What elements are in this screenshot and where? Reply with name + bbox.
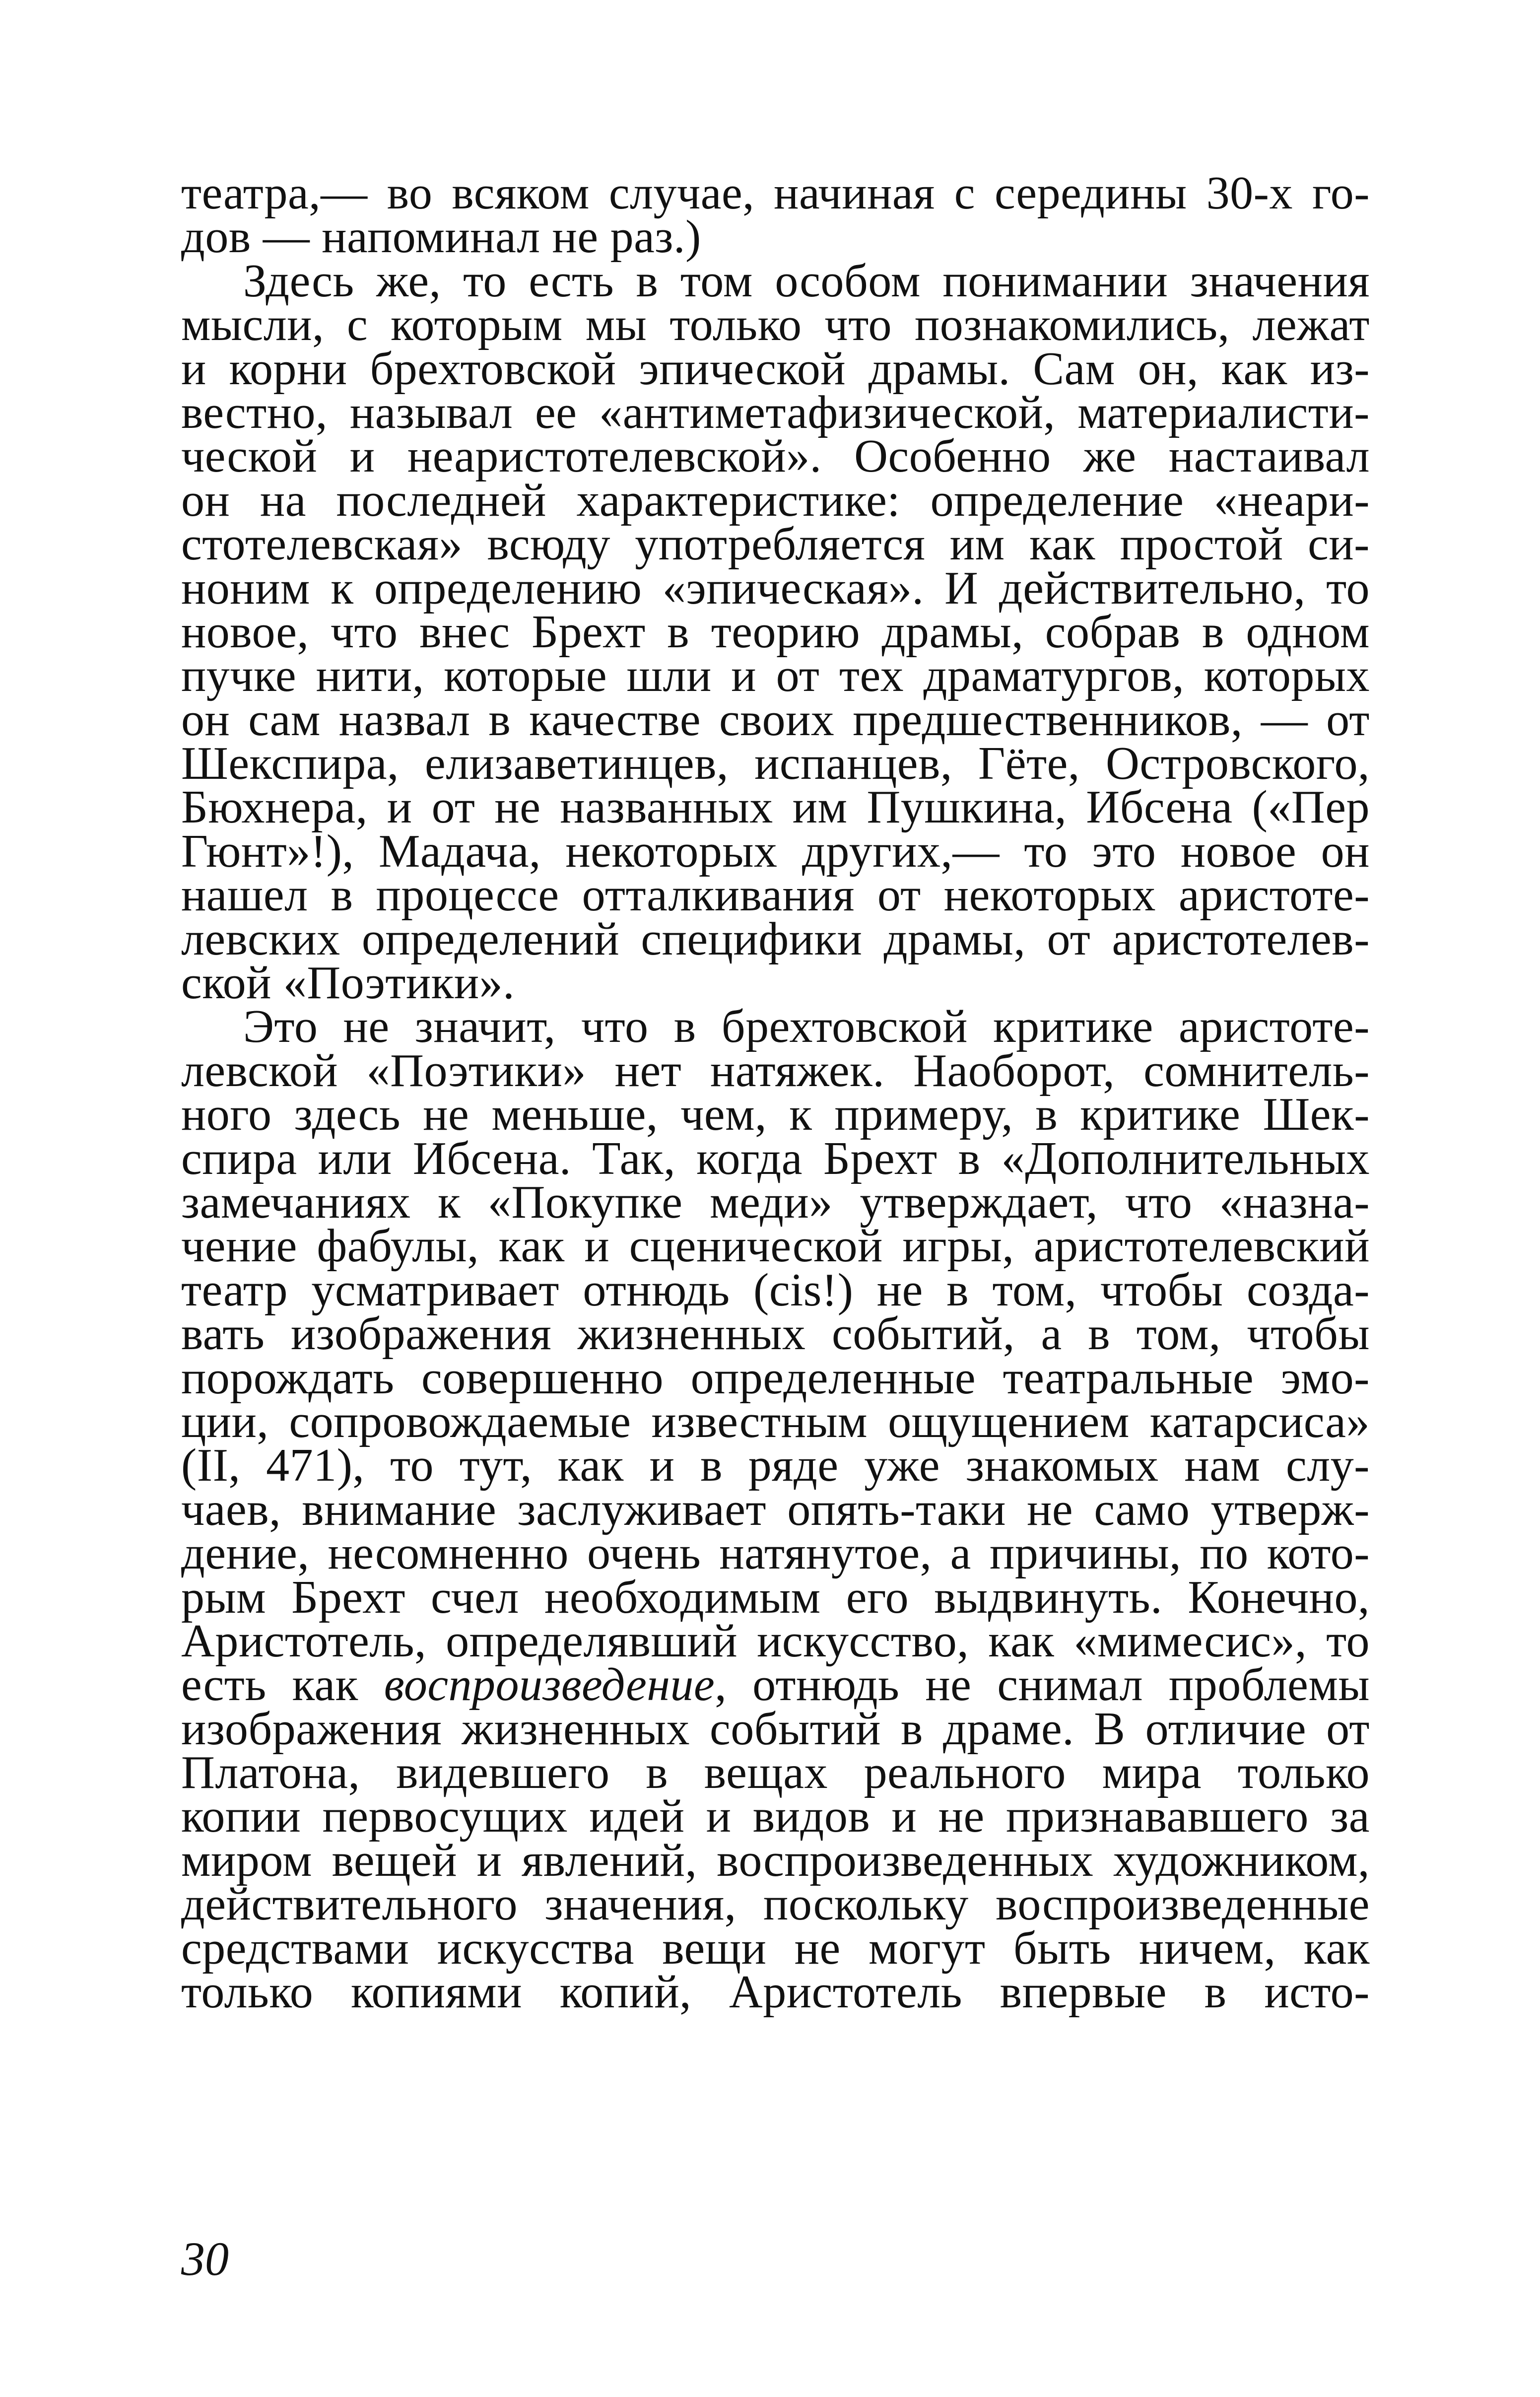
text-line: вестно, называл ее «антиметафизической, материалисти- (181, 386, 1370, 438)
text-line: Гюнт»!), Мадача, некоторых других,— то это новое он (181, 825, 1370, 877)
text-line: копии первосущих идей и видов и не признававшего за (181, 1790, 1370, 1843)
text-line: (II, 471), то тут, как и в ряде уже знакомых нам слу- (181, 1439, 1370, 1492)
text-line: он на последней характеристике: определение «неари- (181, 474, 1370, 526)
text-line: мысли, с которым мы только что познакомились, лежат (181, 299, 1370, 351)
text-line: и корни брехтовской эпической драмы. Сам он, как из- (181, 342, 1370, 395)
text-line: средствами искусства вещи не могут быть ничем, как (181, 1922, 1370, 1974)
text-line: нашел в процессе отталкивания от некоторых аристоте- (181, 869, 1370, 921)
text-line: театра,— во всяком случае, начиная с середины 30-х го- (181, 167, 1370, 219)
text-line: миром вещей и явлений, воспроизведенных художником, (181, 1834, 1370, 1886)
text-line: вать изображения жизненных событий, а в том, чтобы (181, 1308, 1370, 1360)
text-line: пучке нити, которые шли и от тех драматургов, которых (181, 650, 1370, 702)
body-text (181, 167, 1370, 2018)
text-line: спира или Ибсена. Так, когда Брехт в «Дополнительных (181, 1132, 1370, 1184)
text-line: есть как воспроизведение, отнюдь не снимал проблемы (181, 1659, 1370, 1711)
text-line: ции, сопровождаемые известным ощущением катарсиса» (181, 1395, 1370, 1447)
text-line: новое, что внес Брехт в теорию драмы, собрав в одном (181, 606, 1370, 658)
text-line: ного здесь не меньше, чем, к примеру, в критике Шек- (181, 1089, 1370, 1141)
text-line: рым Брехт счел необходимым его выдвинуть. Конечно, (181, 1571, 1370, 1623)
text-line: замечаниях к «Покупке меди» утверждает, что «назна- (181, 1176, 1370, 1228)
text-line: Платона, видевшего в вещах реального мира только (181, 1747, 1370, 1799)
text-line: Аристотель, определявший искусство, как «мимесис», то (181, 1615, 1370, 1667)
text-line: ческой и неаристотелевской». Особенно же настаивал (181, 430, 1370, 482)
text-line: левской «Поэтики» нет натяжек. Наоборот, сомнитель- (181, 1044, 1370, 1096)
text-line: изображения жизненных событий в драме. В отличие от (181, 1703, 1370, 1755)
text-line: действительного значения, поскольку воспроизведенные (181, 1878, 1370, 1930)
text-line: Это не значит, что в брехтовской критике аристоте- (243, 1001, 1370, 1053)
text-line: левских определений специфики драмы, от аристотелев- (181, 913, 1370, 965)
text-line: чение фабулы, как и сценической игры, аристотелевский (181, 1220, 1370, 1272)
text-line: ской «Поэтики». (181, 957, 515, 1009)
text-line: ноним к определению «эпическая». И действительно, то (181, 562, 1370, 614)
emphasized-word: воспроизведение (384, 1659, 715, 1711)
text-line: дение, несомненно очень натянутое, а причины, по кото- (181, 1527, 1370, 1579)
text-line: Шекспира, елизаветинцев, испанцев, Гёте, Островского, (181, 738, 1370, 790)
text-line: Здесь же, то есть в том особом понимании значения (243, 255, 1370, 307)
text-line: он сам назвал в качестве своих предшественников, — от (181, 693, 1370, 746)
text-line: чаев, внимание заслуживает опять-таки не само утверж- (181, 1483, 1370, 1535)
text-line: Бюхнера, и от не названных им Пушкина, Ибсена («Пер (181, 781, 1370, 833)
page-body (181, 167, 1370, 2018)
text-line: порождать совершенно определенные театральные эмо- (181, 1352, 1370, 1404)
text-line: театр усматривает отнюдь (cis!) не в том, чтобы созда- (181, 1264, 1370, 1316)
text-line: стотелевская» всюду употребляется им как простой си- (181, 518, 1370, 570)
page-number: 30 (181, 2232, 229, 2285)
text-line: только копиями копий, Аристотель впервые в исто- (181, 1966, 1370, 2018)
text-line: дов — напоминал не раз.) (181, 211, 701, 263)
